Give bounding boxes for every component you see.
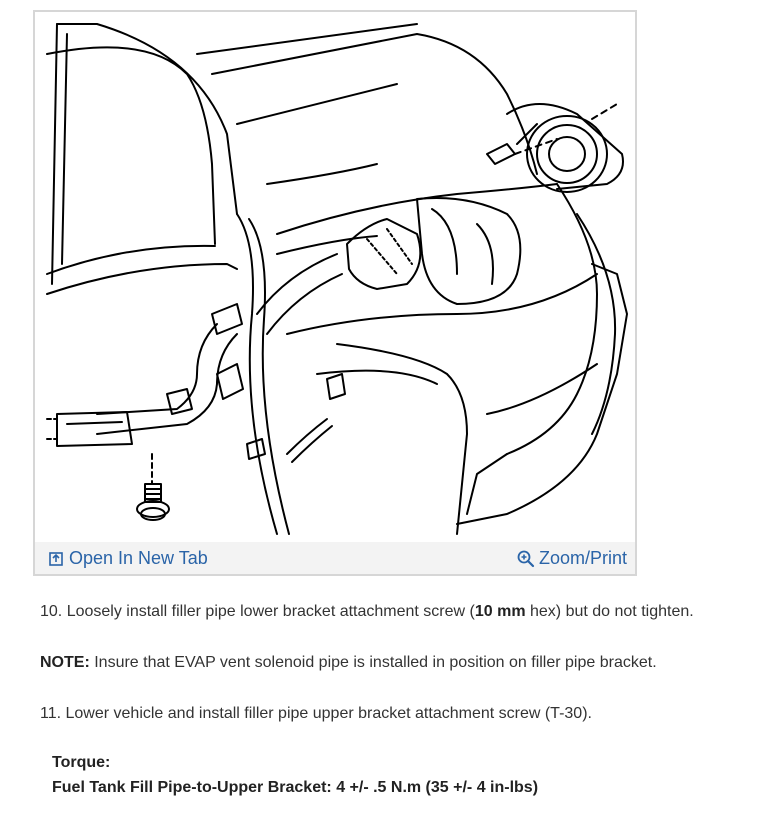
figure-toolbar — [35, 542, 635, 574]
open-in-new-tab-label: Open In New Tab — [69, 548, 208, 568]
step-10-text-end: hex) but do not tighten. — [525, 603, 694, 620]
open-in-new-tab-link[interactable] — [49, 548, 208, 569]
open-in-new-tab-icon — [49, 552, 63, 566]
figure-frame — [33, 10, 637, 576]
torque-spec: Fuel Tank Fill Pipe-to-Upper Bracket: 4 +/- .5 N.m (35 +/- 4 in-lbs) — [52, 779, 539, 796]
note-label: NOTE: — [40, 654, 90, 671]
note — [40, 654, 657, 672]
torque-label: Torque: — [52, 754, 111, 771]
zoom-print-link[interactable] — [517, 548, 627, 569]
step-10 — [40, 603, 694, 621]
note-text: Insure that EVAP vent solenoid pipe is installed in position on filler pipe bracket. — [89, 654, 657, 671]
step-10-size: 10 mm — [474, 603, 526, 620]
step-11: 11. Lower vehicle and install filler pipe upper bracket attachment screw (T-30). — [40, 705, 592, 722]
step-10-text: 10. Loosely install filler pipe lower bracket attachment screw ( — [40, 603, 475, 620]
fuel-filler-pipe-diagram — [37, 14, 633, 542]
zoom-in-icon — [517, 550, 535, 568]
zoom-print-label: Zoom/Print — [538, 548, 627, 568]
